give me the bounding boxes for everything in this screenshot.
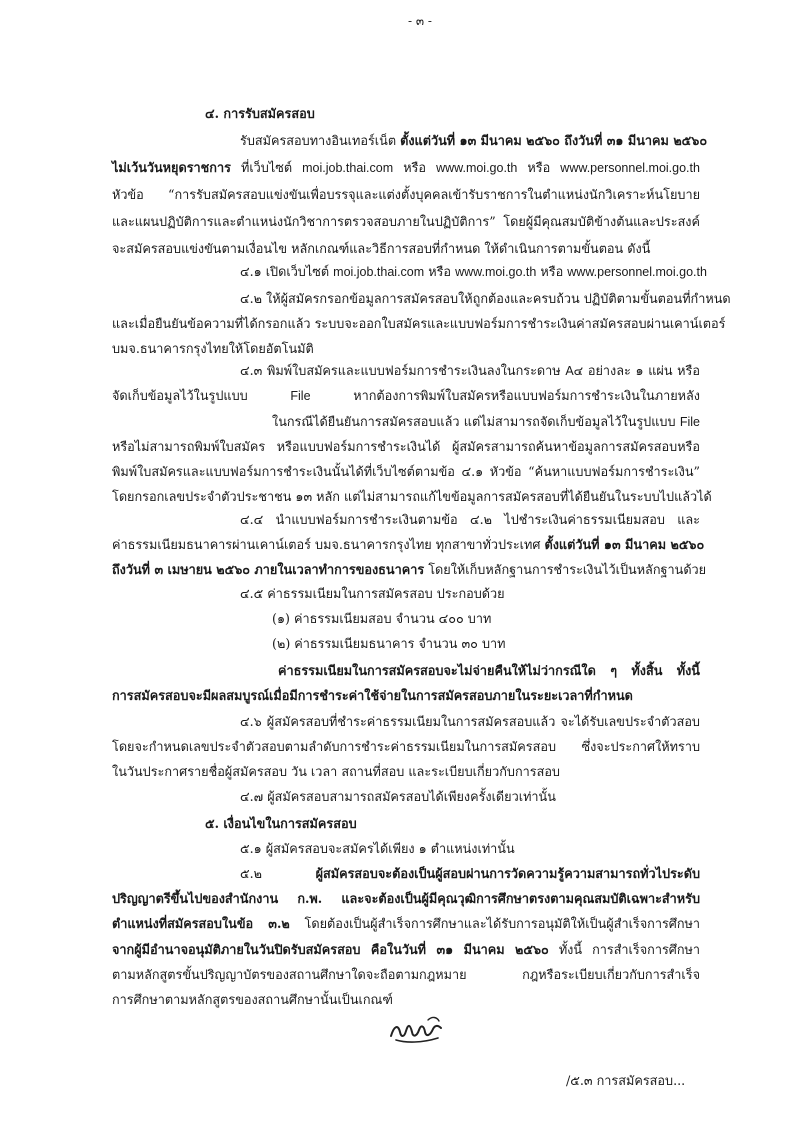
item-4-5-heading: ๔.๕ ค่าธรรมเนียมในการสมัครสอบ ประกอบด้วย	[240, 586, 505, 601]
section-4-intro-line-5: จะสมัครสอบแข่งขันตามเงื่อนไข หลักเกณฑ์และวิธีการสอบที่กำหนด ให้ดำเนินการตามขั้นตอน ดังนี้	[112, 241, 651, 256]
fee-note-line-2: การสมัครสอบจะมีผลสมบูรณ์เมื่อมีการชำระค่าใช้จ่ายในการสมัครสอบภายในระยะเวลาที่กำหนด	[112, 688, 633, 703]
item-4-3-line-5: พิมพ์ใบสมัครและแบบฟอร์มการชำระเงินนั้นได้ที่เว็บไซต์ตามข้อ ๔.๑ หัวข้อ “ค้นหาแบบฟอร์มการชำระเงิน”	[112, 464, 700, 479]
item-4-4-line-2: ค่าธรรมเนียมธนาคารผ่านเคาน์เตอร์ บมจ.ธนาคารกรุงไทย ทุกสาขาทั่วประเทศ ตั้งแต่วันที่ ๑๓ มีนาคม ๒๕๖๐	[112, 537, 705, 552]
website-url: www.personnel.moi.go.th	[560, 161, 700, 175]
website-url: www.personnel.moi.go.th	[567, 265, 707, 279]
item-5-2-line-6: การศึกษาตามหลักสูตรของสถานศึกษานั้นเป็นเกณฑ์	[112, 992, 393, 1007]
item-4-7: ๔.๗ ผู้สมัครสอบสามารถสมัครสอบได้เพียงครั้งเดียวเท่านั้น	[240, 789, 556, 804]
item-5-1: ๕.๑ ผู้สมัครสอบจะสมัครได้เพียง ๑ ตำแหน่งเท่านั้น	[240, 841, 515, 856]
item-4-6-line-3: ในวันประกาศรายชื่อผู้สมัครสอบ วัน เวลา สถานที่สอบ และระเบียบเกี่ยวกับการสอบ	[112, 764, 560, 779]
continuation-footer: /๕.๓ การสมัครสอบ...	[566, 1073, 686, 1088]
section-5-heading: ๕. เงื่อนไขในการสมัครสอบ	[205, 816, 357, 831]
section-4-intro-line-1: รับสมัครสอบทางอินเทอร์เน็ต ตั้งแต่วันที่ ๑๓ มีนาคม ๒๕๖๐ ถึงวันที่ ๓๑ มีนาคม ๒๕๖๐	[240, 133, 708, 148]
item-4-3-line-2: จัดเก็บข้อมูลไว้ในรูปแบบ File หากต้องการพิมพ์ใบสมัครหรือแบบฟอร์มการชำระเงินในภายหลัง	[112, 388, 700, 403]
item-4-4-line-3: ถึงวันที่ ๓ เมษายน ๒๕๖๐ ภายในเวลาทำการของธนาคาร โดยให้เก็บหลักฐานการชำระเงินไว้เป็นหลักฐานด้วย	[112, 562, 707, 577]
section-4-heading: ๔. การรับสมัครสอบ	[205, 106, 315, 121]
signature-mark	[388, 1012, 444, 1046]
page-number: - ๓ -	[408, 14, 432, 28]
item-4-2-line-3: บมจ.ธนาคารกรุงไทยให้โดยอัตโนมัติ	[112, 341, 314, 356]
section-4-intro-line-4: และแผนปฏิบัติการและตำแหน่งนักวิชาการตรวจสอบภายในปฏิบัติการ” โดยผู้มีคุณสมบัติข้างต้นและประสงค์	[112, 214, 700, 229]
fee-note-line-1: ค่าธรรมเนียมในการสมัครสอบจะไม่จ่ายคืนให้ไม่ว่ากรณีใด ๆ ทั้งสิ้น ทั้งนี้	[278, 663, 700, 678]
fee-exam: (๑) ค่าธรรมเนียมสอบ จำนวน ๔๐๐ บาท	[272, 611, 492, 626]
website-url: moi.job.thai.com	[333, 265, 425, 279]
item-4-2-line-1: ๔.๒ ให้ผู้สมัครกรอกข้อมูลการสมัครสอบให้ถูกต้องและครบถ้วน ปฏิบัติตามขั้นตอนที่กำหนด	[240, 291, 731, 306]
item-4-3-line-1: ๔.๓ พิมพ์ใบสมัครและแบบฟอร์มการชำระเงินลงในกระดาษ A๔ อย่างละ ๑ แผ่น หรือ	[240, 363, 700, 378]
website-url: moi.job.thai.com	[302, 161, 394, 175]
item-4-4-line-1: ๔.๔ นำแบบฟอร์มการชำระเงินตามข้อ ๔.๒ ไปชำระเงินค่าธรรมเนียมสอบ และ	[240, 512, 700, 527]
item-4-6-line-2: โดยจะกำหนดเลขประจำตัวสอบตามลำดับการชำระค่าธรรมเนียมในการสมัครสอบ ซึ่งจะประกาศให้ทราบ	[112, 739, 700, 754]
section-4-intro-line-3: หัวข้อ “การรับสมัครสอบแข่งขันเพื่อบรรจุและแต่งตั้งบุคคลเข้ารับราชการในตำแหน่งนักวิเคราะห์นโยบาย	[112, 187, 700, 202]
item-5-2-line-3: ตำแหน่งที่สมัครสอบในข้อ ๓.๒ โดยต้องเป็นผู้สำเร็จการศึกษาและได้รับการอนุมัติให้เป็นผู้สำเร็จการศึกษา	[112, 916, 700, 931]
item-4-2-line-2: และเมื่อยืนยันข้อความที่ได้กรอกแล้ว ระบบจะออกใบสมัครและแบบฟอร์มการชำระเงินค่าสมัครสอบผ่านเคาน์เตอร์	[112, 316, 726, 331]
item-4-1: ๔.๑ เปิดเว็บไซต์ moi.job.thai.com หรือ www.moi.go.th หรือ www.personnel.moi.go.th	[240, 264, 707, 279]
item-5-2-line-5: ตามหลักสูตรขั้นปริญญาบัตรของสถานศึกษาใดจะถือตามกฎหมาย กฎหรือระเบียบเกี่ยวกับการสำเร็จ	[112, 967, 700, 982]
item-4-3-line-4: หรือไม่สามารถพิมพ์ใบสมัคร หรือแบบฟอร์มการชำระเงินได้ ผู้สมัครสามารถค้นหาข้อมูลการสมัครสอบหรือ	[112, 439, 700, 454]
item-5-2-line-1: ๕.๒ ผู้สมัครสอบจะต้องเป็นผู้สอบผ่านการวัดความรู้ความสามารถทั่วไประดับ	[240, 866, 700, 881]
item-4-3-line-3: ในกรณีได้ยืนยันการสมัครสอบแล้ว แต่ไม่สามารถจัดเก็บข้อมูลไว้ในรูปแบบ File	[272, 414, 700, 429]
website-url: www.moi.go.th	[436, 161, 518, 175]
section-4-intro-line-2: ไม่เว้นวันหยุดราชการ ที่เว็บไซต์ moi.job.thai.com หรือ www.moi.go.th หรือ www.personnel.moi.go.th	[112, 160, 700, 175]
item-5-2-line-2: ปริญญาตรีขึ้นไปของสำนักงาน ก.พ. และจะต้องเป็นผู้มีคุณวุฒิการศึกษาตรงตามคุณสมบัติเฉพาะสำหรับ	[112, 891, 700, 906]
item-4-6-line-1: ๔.๖ ผู้สมัครสอบที่ชำระค่าธรรมเนียมในการสมัครสอบแล้ว จะได้รับเลขประจำตัวสอบ	[240, 714, 700, 729]
fee-bank: (๒) ค่าธรรมเนียมธนาคาร จำนวน ๓๐ บาท	[272, 636, 506, 651]
website-url: www.moi.go.th	[455, 265, 537, 279]
item-4-3-line-6: โดยกรอกเลขประจำตัวประชาชน ๑๓ หลัก แต่ไม่สามารถแก้ไขข้อมูลการสมัครสอบที่ได้ยืนยันในระบบไปแล้วได้	[112, 489, 712, 504]
item-5-2-line-4: จากผู้มีอำนาจอนุมัติภายในวันปิดรับสมัครสอบ คือในวันที่ ๓๑ มีนาคม ๒๕๖๐ ทั้งนี้ การสำเร็จการศึกษา	[112, 942, 700, 957]
